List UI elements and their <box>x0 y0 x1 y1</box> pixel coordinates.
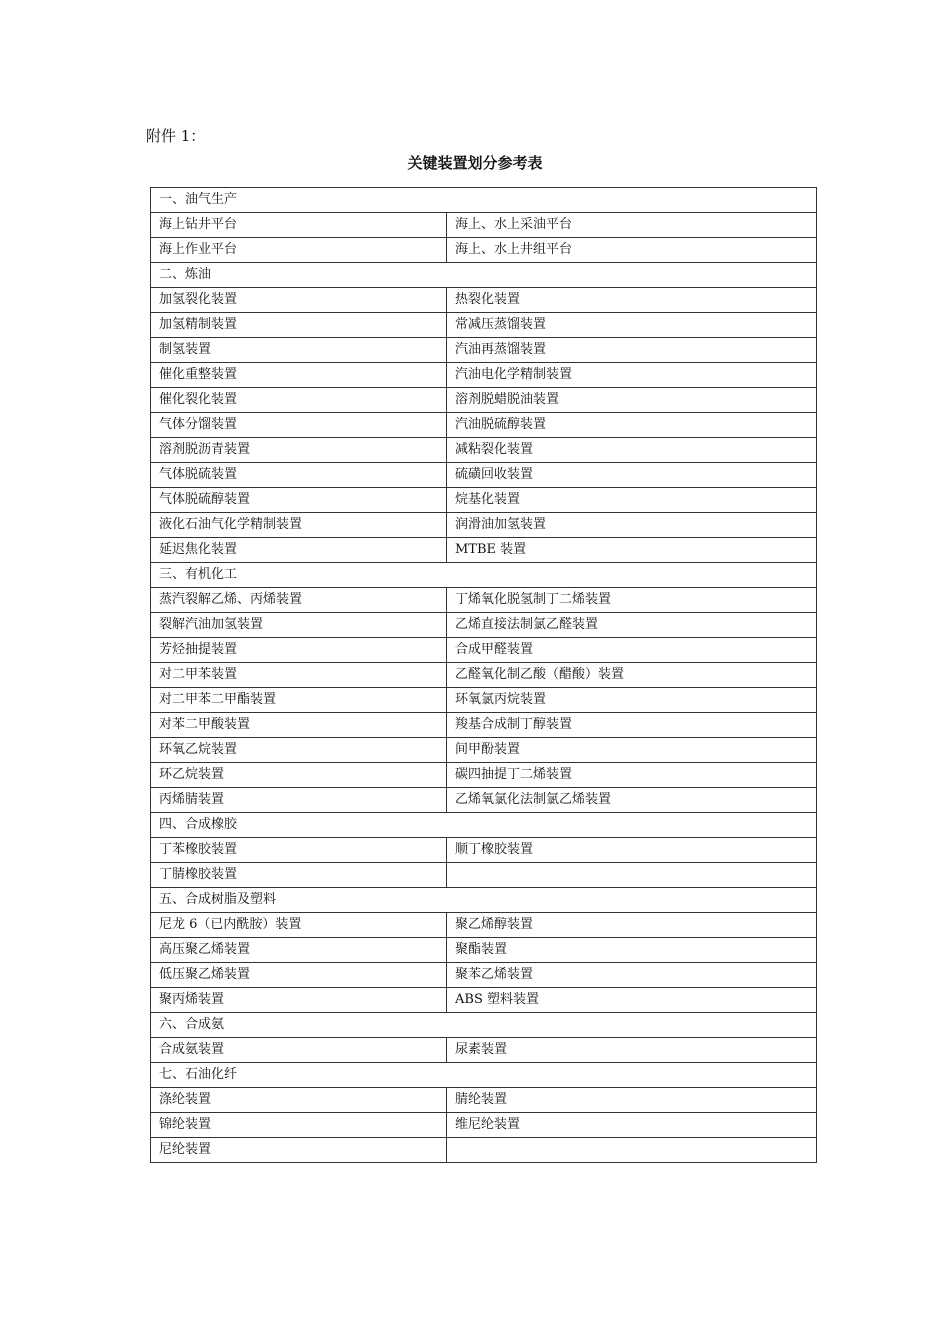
device-name-cell-right: 聚苯乙烯装置 <box>447 963 817 988</box>
table-row <box>151 313 817 338</box>
device-name-cell-right: 羧基合成制丁醇装置 <box>447 713 817 738</box>
device-name-cell-left: 溶剂脱沥青装置 <box>151 438 447 463</box>
device-name-cell-right: 维尼纶装置 <box>447 1113 817 1138</box>
device-name-cell-left: 气体脱硫醇装置 <box>151 488 447 513</box>
device-name-cell-right: 尿素装置 <box>447 1038 817 1063</box>
device-name-cell-left: 丁腈橡胶装置 <box>151 863 447 888</box>
section-header-cell: 五、合成树脂及塑料 <box>151 888 817 913</box>
table-row <box>151 288 817 313</box>
table-row <box>151 938 817 963</box>
table-row <box>151 588 817 613</box>
device-name-cell-right: 润滑油加氢装置 <box>447 513 817 538</box>
device-name-cell-right: 合成甲醛装置 <box>447 638 817 663</box>
device-name-cell-left: 高压聚乙烯装置 <box>151 938 447 963</box>
device-name-cell-left: 对苯二甲酸装置 <box>151 713 447 738</box>
table-row <box>151 663 817 688</box>
device-name-cell-right: 腈纶装置 <box>447 1088 817 1113</box>
section-header-cell: 七、石油化纤 <box>151 1063 817 1088</box>
device-name-cell-right: 聚乙烯醇装置 <box>447 913 817 938</box>
table-row <box>151 1138 817 1163</box>
device-name-cell-left: 合成氨装置 <box>151 1038 447 1063</box>
section-header-cell: 一、油气生产 <box>151 188 817 213</box>
table-row <box>151 788 817 813</box>
device-name-cell-right: 乙烯氧氯化法制氯乙烯装置 <box>447 788 817 813</box>
table-row <box>151 438 817 463</box>
device-name-cell-left: 丁苯橡胶装置 <box>151 838 447 863</box>
section-header-row <box>151 263 817 288</box>
table-row <box>151 688 817 713</box>
device-name-cell-right: 海上、水上采油平台 <box>447 213 817 238</box>
table-row <box>151 613 817 638</box>
device-name-cell-right: 丁烯氧化脱氢制丁二烯装置 <box>447 588 817 613</box>
device-name-cell-left: 气体脱硫装置 <box>151 463 447 488</box>
table-row <box>151 963 817 988</box>
table-row <box>151 488 817 513</box>
device-name-cell-right: 烷基化装置 <box>447 488 817 513</box>
device-name-cell-right: ABS 塑料装置 <box>447 988 817 1013</box>
device-name-cell-right: 汽油电化学精制装置 <box>447 363 817 388</box>
section-header-cell: 四、合成橡胶 <box>151 813 817 838</box>
device-name-cell-right: 间甲酚装置 <box>447 738 817 763</box>
device-name-cell-right: 热裂化装置 <box>447 288 817 313</box>
table-row <box>151 238 817 263</box>
device-name-cell-left: 加氢精制装置 <box>151 313 447 338</box>
device-name-cell-left: 锦纶装置 <box>151 1113 447 1138</box>
table-row <box>151 1113 817 1138</box>
device-name-cell-left: 蒸汽裂解乙烯、丙烯装置 <box>151 588 447 613</box>
device-name-cell-right <box>447 1138 817 1163</box>
device-name-cell-left: 催化裂化装置 <box>151 388 447 413</box>
section-header-row <box>151 188 817 213</box>
table-row <box>151 1088 817 1113</box>
table-row <box>151 838 817 863</box>
table-row <box>151 363 817 388</box>
reference-table-body <box>151 188 817 1163</box>
table-row <box>151 388 817 413</box>
reference-table <box>150 187 817 1163</box>
device-name-cell-right: 乙烯直接法制氯乙醛装置 <box>447 613 817 638</box>
table-row <box>151 538 817 563</box>
table-row <box>151 463 817 488</box>
device-name-cell-right: 乙醛氧化制乙酸（醋酸）装置 <box>447 663 817 688</box>
table-row <box>151 863 817 888</box>
section-header-cell: 六、合成氨 <box>151 1013 817 1038</box>
section-header-row <box>151 813 817 838</box>
table-row <box>151 213 817 238</box>
device-name-cell-left: 涤纶装置 <box>151 1088 447 1113</box>
table-row <box>151 638 817 663</box>
section-header-row <box>151 1013 817 1038</box>
table-row <box>151 513 817 538</box>
section-header-cell: 二、炼油 <box>151 263 817 288</box>
section-header-row <box>151 563 817 588</box>
table-row <box>151 763 817 788</box>
device-name-cell-left: 催化重整装置 <box>151 363 447 388</box>
device-name-cell-right: 减粘裂化装置 <box>447 438 817 463</box>
device-name-cell-right: 硫磺回收装置 <box>447 463 817 488</box>
section-header-row <box>151 888 817 913</box>
device-name-cell-right: 汽油脱硫醇装置 <box>447 413 817 438</box>
device-name-cell-right: 溶剂脱蜡脱油装置 <box>447 388 817 413</box>
section-header-cell: 三、有机化工 <box>151 563 817 588</box>
table-row <box>151 1038 817 1063</box>
device-name-cell-left: 加氢裂化装置 <box>151 288 447 313</box>
device-name-cell-left: 芳烃抽提装置 <box>151 638 447 663</box>
attachment-label: 附件 1： <box>146 127 206 145</box>
device-name-cell-left: 对二甲苯二甲酯装置 <box>151 688 447 713</box>
device-name-cell-right: MTBE 装置 <box>447 538 817 563</box>
device-name-cell-left: 对二甲苯装置 <box>151 663 447 688</box>
device-name-cell-right: 常减压蒸馏装置 <box>447 313 817 338</box>
device-name-cell-left: 海上钻井平台 <box>151 213 447 238</box>
device-name-cell-left: 液化石油气化学精制装置 <box>151 513 447 538</box>
device-name-cell-right <box>447 863 817 888</box>
table-row <box>151 738 817 763</box>
device-name-cell-right: 海上、水上井组平台 <box>447 238 817 263</box>
device-name-cell-left: 尼龙 6（已内酰胺）装置 <box>151 913 447 938</box>
device-name-cell-left: 气体分馏装置 <box>151 413 447 438</box>
device-name-cell-left: 环乙烷装置 <box>151 763 447 788</box>
device-name-cell-left: 尼纶装置 <box>151 1138 447 1163</box>
device-name-cell-left: 聚丙烯装置 <box>151 988 447 1013</box>
device-name-cell-left: 低压聚乙烯装置 <box>151 963 447 988</box>
device-name-cell-left: 制氢装置 <box>151 338 447 363</box>
device-name-cell-right: 环氧氯丙烷装置 <box>447 688 817 713</box>
table-row <box>151 913 817 938</box>
device-name-cell-right: 汽油再蒸馏装置 <box>447 338 817 363</box>
document-title: 关键装置划分参考表 <box>407 154 543 172</box>
device-name-cell-left: 裂解汽油加氢装置 <box>151 613 447 638</box>
table-row <box>151 338 817 363</box>
table-row <box>151 713 817 738</box>
section-header-row <box>151 1063 817 1088</box>
device-name-cell-right: 顺丁橡胶装置 <box>447 838 817 863</box>
table-row <box>151 413 817 438</box>
device-name-cell-left: 海上作业平台 <box>151 238 447 263</box>
device-name-cell-left: 丙烯腈装置 <box>151 788 447 813</box>
device-name-cell-left: 延迟焦化装置 <box>151 538 447 563</box>
device-name-cell-left: 环氧乙烷装置 <box>151 738 447 763</box>
device-name-cell-right: 碳四抽提丁二烯装置 <box>447 763 817 788</box>
device-name-cell-right: 聚酯装置 <box>447 938 817 963</box>
table-row <box>151 988 817 1013</box>
